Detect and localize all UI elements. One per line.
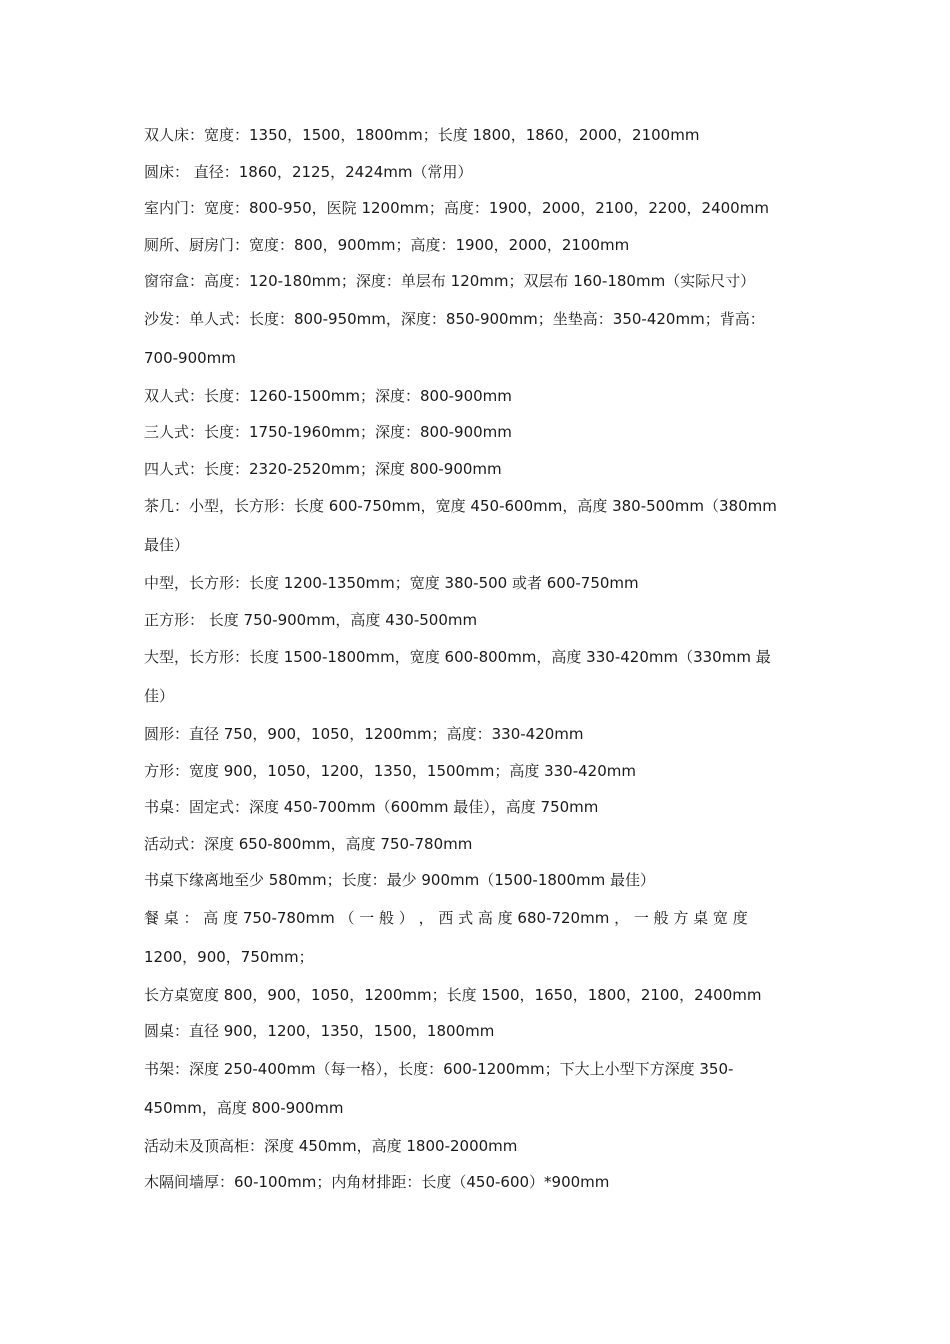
paragraph-large-table	[144, 638, 808, 716]
text-line: 长方桌宽度 800，900，1050，1200mm；长度 1500，1650，1800，2100，2400mm	[144, 985, 762, 1004]
text-line: 大型，长方形：长度 1500-1800mm，宽度 600-800mm，高度 330-420mm（330mm 最	[144, 648, 771, 666]
text-line: 茶几：小型，长方形：长度 600-750mm，宽度 450-600mm，高度 380-500mm（380mm	[144, 497, 777, 515]
text-line: 双人式：长度：1260-1500mm；深度：800-900mm	[144, 386, 512, 405]
text-line: 圆形：直径 750，900，1050，1200mm；高度：330-420mm	[144, 725, 584, 743]
text-line: 书桌：固定式：深度 450-700mm（600mm 最佳），高度 750mm	[144, 798, 599, 816]
text-line: 四人式：长度：2320-2520mm；深度 800-900mm	[144, 459, 502, 478]
text-line: 最佳）	[144, 536, 190, 554]
text-line: 700-900mm	[144, 348, 236, 367]
text-line: 正方形： 长度 750-900mm，高度 430-500mm	[144, 610, 478, 629]
text-line: 沙发：单人式：长度：800-950mm，深度：850-900mm；坐垫高：350-420mm；背高：	[144, 309, 765, 328]
text-line: 室内门：宽度：800-950，医院 1200mm；高度：1900，2000，2100，2200，2400mm	[144, 199, 769, 217]
text-line: 三人式：长度：1750-1960mm；深度：800-900mm	[144, 423, 512, 441]
text-line: 中型，长方形：长度 1200-1350mm；宽度 380-500 或者 600-750mm	[144, 574, 639, 592]
paragraph-dining-table	[144, 899, 808, 977]
text-line: 双人床：宽度：1350，1500，1800mm；长度 1800，1860，2000，2100mm	[144, 126, 700, 144]
text-line: 佳）	[144, 687, 175, 705]
text-line: 450mm，高度 800-900mm	[144, 1098, 344, 1117]
text-line: 圆桌：直径 900，1200，1350，1500，1800mm	[144, 1022, 495, 1040]
text-line: 木隔间墙厚：60-100mm；内角材排距：长度（450-600）*900mm	[144, 1173, 610, 1191]
text-line: 圆床： 直径：1860，2125，2424mm（常用）	[144, 162, 473, 181]
text-line: 活动未及顶高柜：深度 450mm，高度 1800-2000mm	[144, 1136, 518, 1155]
text-line: 书架：深度 250-400mm（每一格），长度：600-1200mm；下大上小型下方深度 350-	[144, 1059, 734, 1078]
paragraph-coffee-table	[144, 487, 808, 565]
text-line: 活动式：深度 650-800mm，高度 750-780mm	[144, 834, 473, 853]
text-line: 餐 桌 ： 高 度 750-780mm （ 一 般 ） ， 西 式 高 度 680-720mm ， 一 般 方 桌 宽 度	[144, 908, 748, 927]
text-line: 书桌下缘离地至少 580mm；长度：最少 900mm（1500-1800mm 最佳）	[144, 871, 655, 889]
text-line: 1200，900，750mm；	[144, 947, 314, 966]
paragraph-bookshelf	[144, 1050, 808, 1128]
text-line: 窗帘盒：高度：120-180mm；深度：单层布 120mm；双层布 160-180mm（实际尺寸）	[144, 272, 756, 290]
text-line: 厕所、厨房门：宽度：800，900mm；高度：1900，2000，2100mm	[144, 235, 630, 254]
paragraph-sofa	[144, 300, 808, 378]
text-line: 方形：宽度 900，1050，1200，1350，1500mm；高度 330-420mm	[144, 761, 636, 780]
document-body	[144, 117, 808, 1201]
